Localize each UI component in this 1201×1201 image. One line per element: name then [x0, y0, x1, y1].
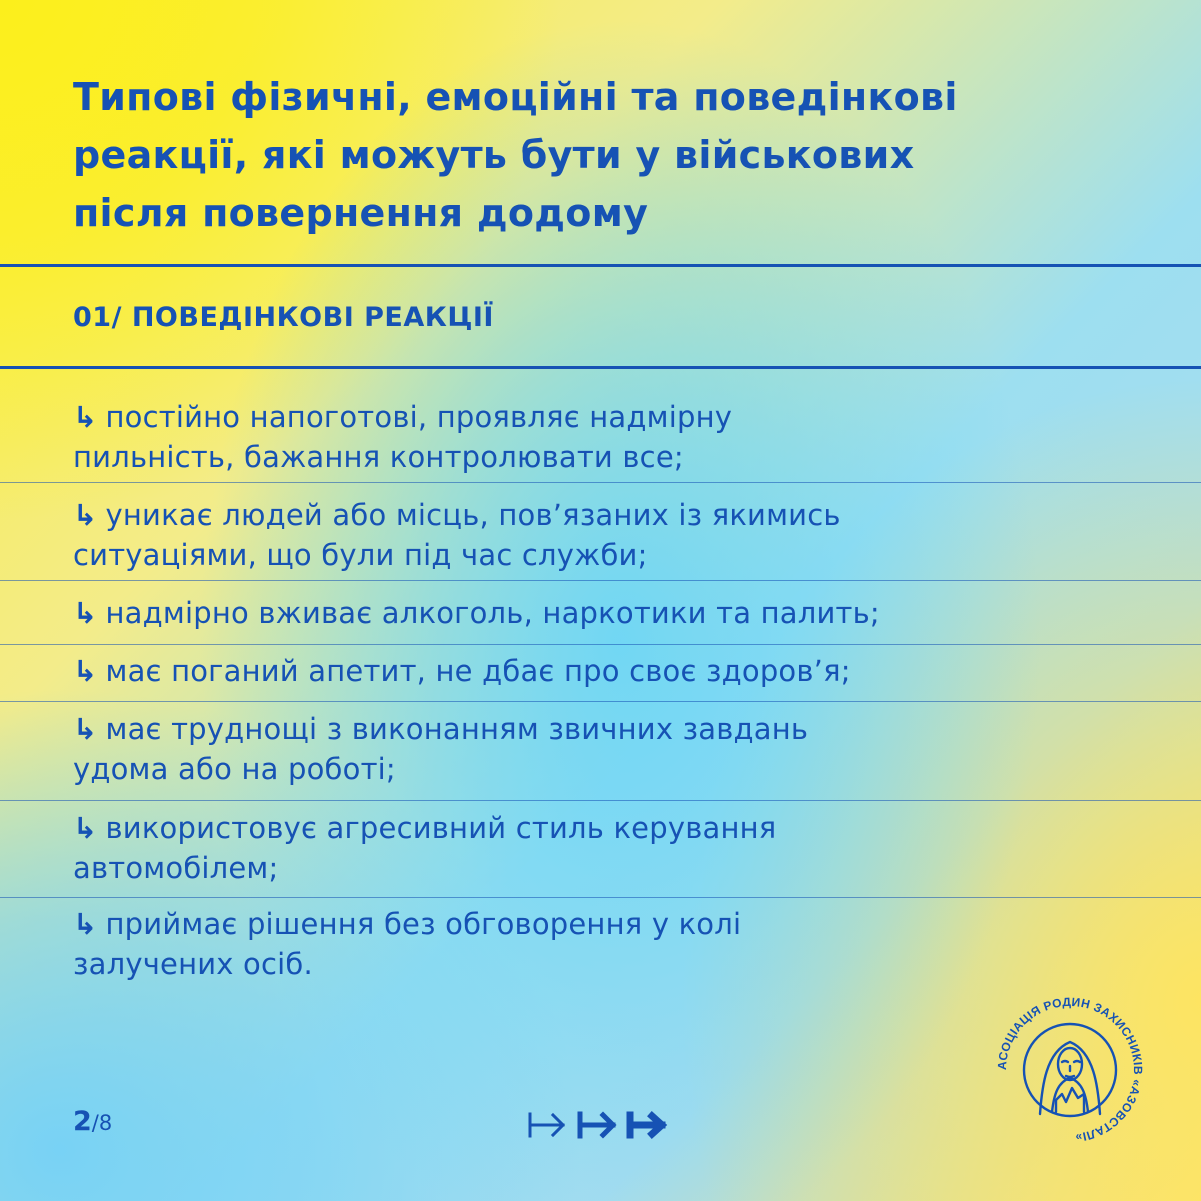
down-right-arrow-icon: ↳	[73, 596, 98, 630]
list-item-text: постійно напоготові, проявляє надмірну пильність, бажання контролювати все;	[73, 400, 733, 474]
list-item	[73, 651, 1183, 691]
swipe-arrows-icon	[527, 1110, 672, 1140]
down-right-arrow-icon: ↳	[73, 654, 98, 688]
current-page: 2	[73, 1106, 92, 1137]
list-item	[73, 709, 1183, 789]
list-item-text: приймає рішення без обговорення у колі залучених осіб.	[73, 907, 742, 981]
divider	[0, 580, 1201, 581]
total-pages: /8	[91, 1111, 113, 1135]
list-item-text: має поганий апетит, не дбає про своє здоров’я;	[105, 654, 851, 688]
down-right-arrow-icon: ↳	[73, 811, 98, 845]
divider	[0, 482, 1201, 483]
divider	[0, 701, 1201, 702]
association-logo	[990, 990, 1150, 1150]
list-item	[73, 808, 1183, 888]
list-item-text: використовує агресивний стиль керування автомобілем;	[73, 811, 777, 885]
arrow-right-icon	[580, 1114, 613, 1136]
logo-text: АСОЦІАЦІЯ РОДИН ЗАХИСНИКІВ «АЗОВСТАЛІ»	[994, 994, 1146, 1145]
down-right-arrow-icon: ↳	[73, 498, 98, 532]
title-line: реакції, які можуть бути у військових	[73, 133, 915, 177]
divider	[0, 800, 1201, 801]
down-right-arrow-icon: ↳	[73, 712, 98, 746]
divider	[0, 644, 1201, 645]
down-right-arrow-icon: ↳	[73, 400, 98, 434]
list-item	[73, 904, 1183, 984]
title-line: після повернення додому	[73, 191, 649, 235]
title-line: Типові фізичні, емоційні та поведінкові	[73, 75, 958, 119]
list-item-text: надмірно вживає алкоголь, наркотики та палить;	[105, 596, 880, 630]
list-item-text: має труднощі з виконанням звичних завдань удома або на роботі;	[73, 712, 809, 786]
list-item-text: уникає людей або місць, пов’язаних із якимись ситуаціями, що були під час служби;	[73, 498, 841, 572]
arrow-right-icon	[630, 1115, 662, 1135]
page-indicator	[73, 1104, 112, 1141]
divider	[0, 264, 1201, 267]
madonna-emblem-icon	[1024, 1024, 1116, 1116]
arrow-right-icon	[530, 1114, 563, 1136]
list-item	[73, 397, 1183, 477]
page-title	[73, 68, 1153, 242]
section-title: 01/ ПОВЕДІНКОВІ РЕАКЦІЇ	[73, 302, 494, 333]
list-item	[73, 495, 1183, 575]
divider	[0, 366, 1201, 369]
down-right-arrow-icon: ↳	[73, 907, 98, 941]
list-item	[73, 593, 1183, 633]
divider	[0, 897, 1201, 898]
